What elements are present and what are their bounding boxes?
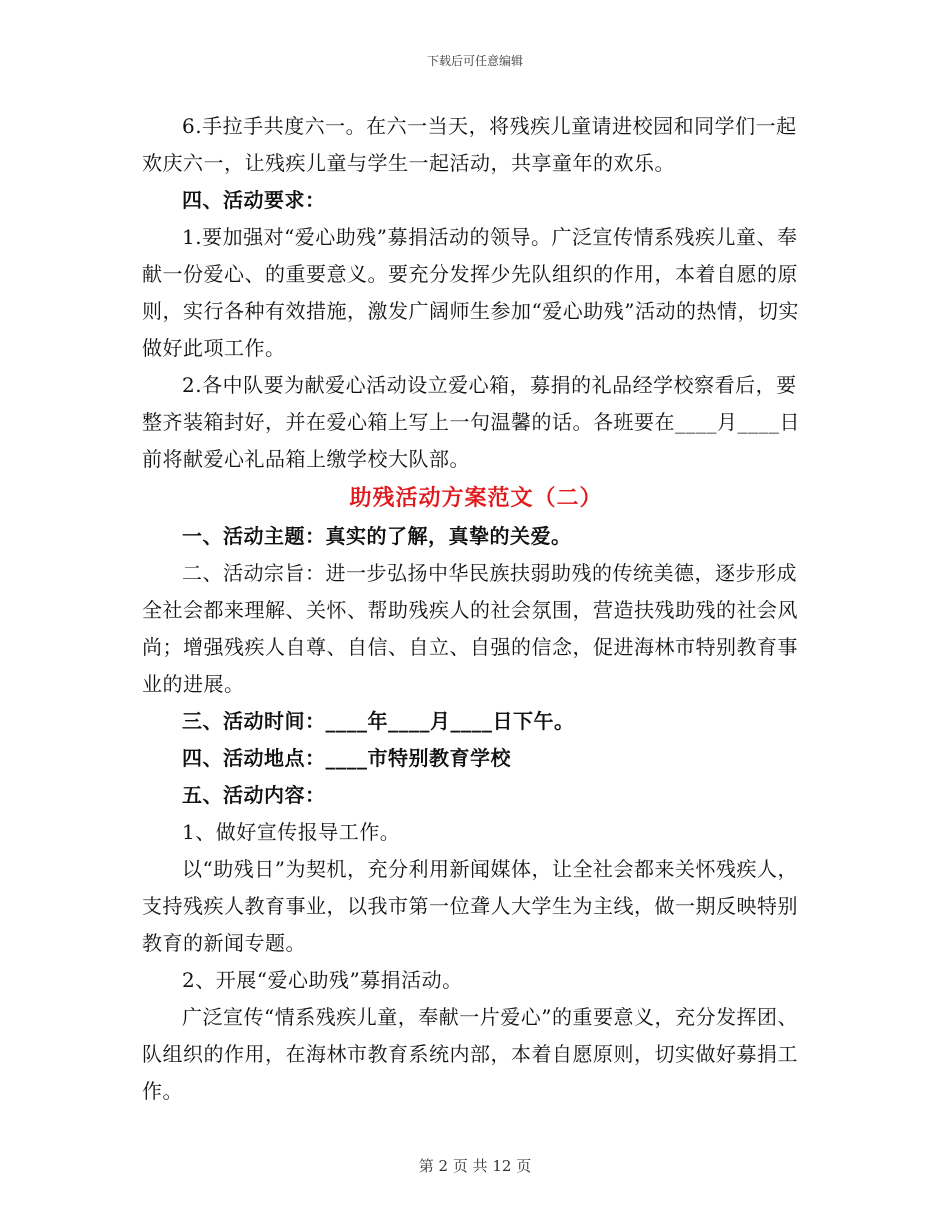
section-heading-content: 五、活动内容： xyxy=(182,783,326,807)
paragraph-content-1-title: 1、做好宣传报导工作。 xyxy=(182,820,401,844)
paragraph-content-2-body: 广泛宣传“情系残疾儿童，奉献一片爱心”的重要意义，充分发挥团、队组织的作用，在海林市教育系统内部，本着自愿原则，切实做好募捐工作。 xyxy=(142,1005,798,1103)
section-heading-theme: 一、活动主题：真实的了解，真挚的关爱。 xyxy=(182,524,572,548)
paragraph-item-6: 6.手拉手共度六一。在六一当天，将残疾儿童请进校园和同学们一起欢庆六一，让残疾儿童与学生一起活动，共享童年的欢乐。 xyxy=(142,114,797,175)
document-body xyxy=(142,108,810,1110)
paragraph-requirement-2: 2.各中队要为献爱心活动设立爱心箱，募捐的礼品经学校察看后，要整齐装箱封好，并在爱心箱上写上一句温馨的话。各班要在____月____日前将献爱心礼品箱上缴学校大队部。 xyxy=(142,373,800,471)
paragraph-requirement-1: 1.要加强对“爱心助残”募捐活动的领导。广泛宣传情系残疾儿童、奉献一份爱心、的重要意义。要充分发挥少先队组织的作用，本着自愿的原则，实行各种有效措施，激发广阔师生参加“爱心助残”活动的热情，切实做好此项工作。 xyxy=(142,225,799,360)
paragraph-content-1-body: 以“助残日”为契机，充分利用新闻媒体，让全社会都来关怀残疾人，支持残疾人教育事业，以我市第一位聋人大学生为主线，做一期反映特别教育的新闻专题。 xyxy=(142,857,798,955)
section-heading-time: 三、活动时间：____年____月____日下午。 xyxy=(182,709,575,733)
paragraph-content-2-title: 2、开展“爱心助残”募捐活动。 xyxy=(182,968,463,992)
document-title: 助残活动方案范文（二） xyxy=(349,485,603,511)
page-number: 第 2 页 共 12 页 xyxy=(418,1157,532,1175)
section-heading-location: 四、活动地点：____市特别教育学校 xyxy=(182,746,511,770)
paragraph-purpose: 二、活动宗旨：进一步弘扬中华民族扶弱助残的传统美德，逐步形成全社会都来理解、关怀、帮助残疾人的社会氛围，营造扶残助残的社会风尚；增强残疾人自尊、自信、自立、自强的信念，促进海林市特别教育事业的进展。 xyxy=(142,561,798,696)
section-heading-requirements: 四、活动要求： xyxy=(182,188,326,212)
header-note: 下载后可任意编辑 xyxy=(426,54,523,68)
